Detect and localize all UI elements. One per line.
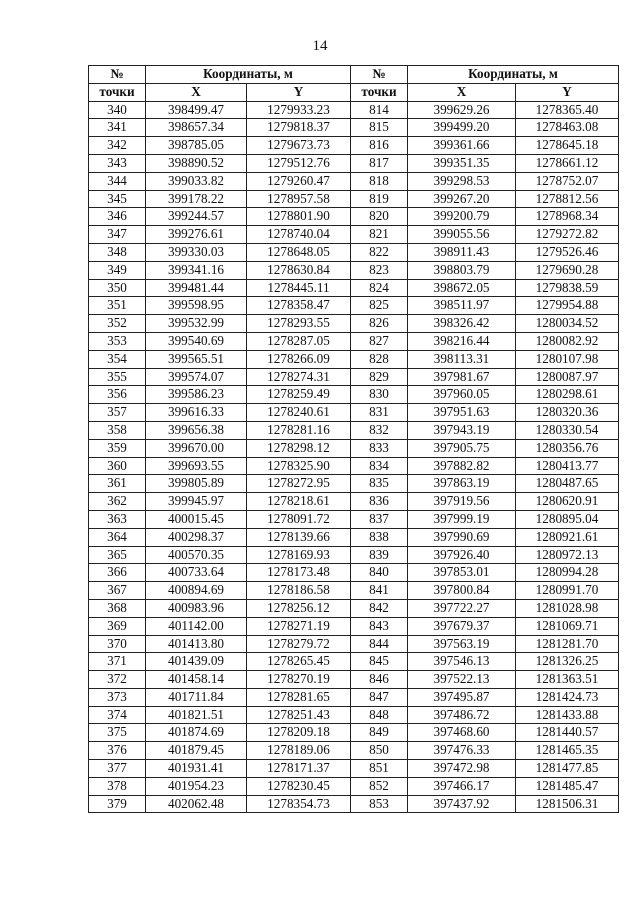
point-number-left: 363 — [89, 510, 146, 528]
point-number-right: 839 — [351, 546, 408, 564]
x-value-right: 399267.20 — [408, 190, 516, 208]
y-value-left: 1279512.76 — [247, 154, 351, 172]
y-value-right: 1281440.57 — [516, 724, 619, 742]
y-value-left: 1278271.19 — [247, 617, 351, 635]
table-row — [89, 617, 619, 635]
table-row — [89, 350, 619, 368]
point-number-left: 376 — [89, 742, 146, 760]
point-label-right: точки — [351, 83, 408, 101]
x-value-right: 399200.79 — [408, 208, 516, 226]
x-value-left: 401458.14 — [146, 671, 247, 689]
point-number-left: 369 — [89, 617, 146, 635]
table-row — [89, 724, 619, 742]
point-number-left: 346 — [89, 208, 146, 226]
table-row — [89, 564, 619, 582]
point-number-right: 852 — [351, 777, 408, 795]
table-row — [89, 172, 619, 190]
y-value-left: 1278218.61 — [247, 493, 351, 511]
point-number-right: 832 — [351, 421, 408, 439]
point-number-right: 835 — [351, 475, 408, 493]
table-row — [89, 279, 619, 297]
y-value-left: 1278265.45 — [247, 653, 351, 671]
point-number-symbol-right: № — [351, 66, 408, 84]
y-value-left: 1278186.58 — [247, 582, 351, 600]
point-number-left: 355 — [89, 368, 146, 386]
point-number-left: 340 — [89, 101, 146, 119]
point-number-right: 824 — [351, 279, 408, 297]
x-value-left: 399693.55 — [146, 457, 247, 475]
y-value-left: 1278957.58 — [247, 190, 351, 208]
x-header-left: X — [146, 83, 247, 101]
x-value-right: 398803.79 — [408, 261, 516, 279]
point-number-left: 367 — [89, 582, 146, 600]
y-value-right: 1280487.65 — [516, 475, 619, 493]
y-value-left: 1278279.72 — [247, 635, 351, 653]
y-value-right: 1280895.04 — [516, 510, 619, 528]
coordinates-header-right: Координаты, м — [408, 66, 619, 84]
x-value-left: 399341.16 — [146, 261, 247, 279]
x-value-left: 400015.45 — [146, 510, 247, 528]
y-value-left: 1278171.37 — [247, 760, 351, 778]
table-row — [89, 457, 619, 475]
point-label-left: точки — [89, 83, 146, 101]
x-value-right: 398326.42 — [408, 315, 516, 333]
x-value-left: 399178.22 — [146, 190, 247, 208]
x-value-left: 400298.37 — [146, 528, 247, 546]
y-value-right: 1278645.18 — [516, 137, 619, 155]
point-number-left: 379 — [89, 795, 146, 813]
x-value-left: 399656.38 — [146, 421, 247, 439]
x-value-right: 397563.19 — [408, 635, 516, 653]
y-value-left: 1279933.23 — [247, 101, 351, 119]
point-number-right: 822 — [351, 243, 408, 261]
table-row — [89, 332, 619, 350]
table-row — [89, 546, 619, 564]
x-value-left: 401954.23 — [146, 777, 247, 795]
x-value-right: 399055.56 — [408, 226, 516, 244]
point-number-right: 845 — [351, 653, 408, 671]
x-value-right: 397472.98 — [408, 760, 516, 778]
table-row — [89, 760, 619, 778]
y-value-left: 1278274.31 — [247, 368, 351, 386]
x-value-right: 397679.37 — [408, 617, 516, 635]
y-value-right: 1281424.73 — [516, 688, 619, 706]
table-row — [89, 154, 619, 172]
point-number-left: 365 — [89, 546, 146, 564]
point-number-left: 352 — [89, 315, 146, 333]
coordinates-table — [88, 65, 619, 813]
x-value-right: 399298.53 — [408, 172, 516, 190]
y-value-right: 1278365.40 — [516, 101, 619, 119]
table-row — [89, 706, 619, 724]
table-row — [89, 475, 619, 493]
x-value-right: 397981.67 — [408, 368, 516, 386]
x-value-right: 397546.13 — [408, 653, 516, 671]
y-value-right: 1281433.88 — [516, 706, 619, 724]
point-number-right: 817 — [351, 154, 408, 172]
table-row — [89, 493, 619, 511]
y-value-right: 1279526.46 — [516, 243, 619, 261]
y-value-right: 1278968.34 — [516, 208, 619, 226]
point-number-left: 359 — [89, 439, 146, 457]
x-value-left: 401821.51 — [146, 706, 247, 724]
point-number-right: 834 — [351, 457, 408, 475]
point-number-right: 842 — [351, 599, 408, 617]
y-value-right: 1280320.36 — [516, 404, 619, 422]
table-row — [89, 297, 619, 315]
x-value-right: 397882.82 — [408, 457, 516, 475]
point-number-left: 350 — [89, 279, 146, 297]
y-value-left: 1279818.37 — [247, 119, 351, 137]
point-number-right: 819 — [351, 190, 408, 208]
y-value-left: 1278173.48 — [247, 564, 351, 582]
x-value-left: 399945.97 — [146, 493, 247, 511]
x-value-left: 401413.80 — [146, 635, 247, 653]
x-value-left: 401879.45 — [146, 742, 247, 760]
point-number-left: 354 — [89, 350, 146, 368]
y-value-right: 1279272.82 — [516, 226, 619, 244]
y-value-right: 1280994.28 — [516, 564, 619, 582]
x-value-right: 399351.35 — [408, 154, 516, 172]
point-number-right: 820 — [351, 208, 408, 226]
y-value-right: 1281028.98 — [516, 599, 619, 617]
y-value-right: 1279838.59 — [516, 279, 619, 297]
point-number-left: 345 — [89, 190, 146, 208]
point-number-right: 840 — [351, 564, 408, 582]
y-value-right: 1280330.54 — [516, 421, 619, 439]
y-value-left: 1278281.16 — [247, 421, 351, 439]
y-value-right: 1280972.13 — [516, 546, 619, 564]
x-value-left: 399481.44 — [146, 279, 247, 297]
x-value-left: 400570.35 — [146, 546, 247, 564]
point-number-right: 814 — [351, 101, 408, 119]
y-value-left: 1278293.55 — [247, 315, 351, 333]
x-value-left: 398499.47 — [146, 101, 247, 119]
y-header-right: Y — [516, 83, 619, 101]
y-value-right: 1281477.85 — [516, 760, 619, 778]
x-value-right: 397722.27 — [408, 599, 516, 617]
x-value-right: 397437.92 — [408, 795, 516, 813]
y-value-left: 1278259.49 — [247, 386, 351, 404]
table-row — [89, 599, 619, 617]
table-row — [89, 315, 619, 333]
y-value-left: 1278358.47 — [247, 297, 351, 315]
table-row — [89, 404, 619, 422]
point-number-left: 341 — [89, 119, 146, 137]
y-value-left: 1278298.12 — [247, 439, 351, 457]
point-number-left: 378 — [89, 777, 146, 795]
x-value-right: 397905.75 — [408, 439, 516, 457]
page-number: 14 — [312, 38, 328, 54]
point-number-right: 843 — [351, 617, 408, 635]
x-value-right: 397486.72 — [408, 706, 516, 724]
table-row — [89, 243, 619, 261]
y-value-right: 1281326.25 — [516, 653, 619, 671]
y-value-right: 1281485.47 — [516, 777, 619, 795]
table-row — [89, 653, 619, 671]
x-value-right: 397476.33 — [408, 742, 516, 760]
x-value-right: 397466.17 — [408, 777, 516, 795]
table-row — [89, 368, 619, 386]
y-value-left: 1278270.19 — [247, 671, 351, 689]
x-value-left: 399532.99 — [146, 315, 247, 333]
point-number-left: 372 — [89, 671, 146, 689]
x-value-left: 399330.03 — [146, 243, 247, 261]
point-number-right: 826 — [351, 315, 408, 333]
point-number-right: 838 — [351, 528, 408, 546]
point-number-left: 373 — [89, 688, 146, 706]
point-number-right: 821 — [351, 226, 408, 244]
point-number-left: 357 — [89, 404, 146, 422]
x-value-right: 398511.97 — [408, 297, 516, 315]
table-row — [89, 635, 619, 653]
point-number-right: 849 — [351, 724, 408, 742]
point-number-left: 366 — [89, 564, 146, 582]
point-number-right: 815 — [351, 119, 408, 137]
point-number-left: 348 — [89, 243, 146, 261]
point-number-left: 361 — [89, 475, 146, 493]
y-value-right: 1280991.70 — [516, 582, 619, 600]
table-row — [89, 742, 619, 760]
x-value-left: 399276.61 — [146, 226, 247, 244]
x-value-right: 397468.60 — [408, 724, 516, 742]
x-value-left: 399805.89 — [146, 475, 247, 493]
table-row — [89, 226, 619, 244]
point-number-right: 844 — [351, 635, 408, 653]
y-value-right: 1280620.91 — [516, 493, 619, 511]
point-number-right: 850 — [351, 742, 408, 760]
x-value-left: 398785.05 — [146, 137, 247, 155]
y-value-right: 1278661.12 — [516, 154, 619, 172]
y-value-left: 1278272.95 — [247, 475, 351, 493]
point-number-right: 848 — [351, 706, 408, 724]
x-value-left: 398890.52 — [146, 154, 247, 172]
point-number-right: 831 — [351, 404, 408, 422]
point-number-right: 827 — [351, 332, 408, 350]
point-number-left: 358 — [89, 421, 146, 439]
y-value-left: 1278287.05 — [247, 332, 351, 350]
table-row — [89, 777, 619, 795]
y-value-right: 1281506.31 — [516, 795, 619, 813]
header-row-bottom — [89, 83, 619, 101]
y-value-right: 1281281.70 — [516, 635, 619, 653]
x-value-left: 398657.34 — [146, 119, 247, 137]
point-number-left: 360 — [89, 457, 146, 475]
y-value-right: 1281363.51 — [516, 671, 619, 689]
point-number-right: 825 — [351, 297, 408, 315]
x-value-right: 399361.66 — [408, 137, 516, 155]
x-value-right: 397800.84 — [408, 582, 516, 600]
y-value-left: 1278230.45 — [247, 777, 351, 795]
x-value-right: 397990.69 — [408, 528, 516, 546]
point-number-left: 377 — [89, 760, 146, 778]
point-number-left: 370 — [89, 635, 146, 653]
y-value-right: 1280082.92 — [516, 332, 619, 350]
x-value-right: 399499.20 — [408, 119, 516, 137]
point-number-left: 351 — [89, 297, 146, 315]
x-value-left: 401874.69 — [146, 724, 247, 742]
x-value-left: 400894.69 — [146, 582, 247, 600]
point-number-left: 368 — [89, 599, 146, 617]
x-value-right: 397943.19 — [408, 421, 516, 439]
x-value-left: 401931.41 — [146, 760, 247, 778]
point-number-right: 847 — [351, 688, 408, 706]
x-value-right: 397919.56 — [408, 493, 516, 511]
x-value-right: 397863.19 — [408, 475, 516, 493]
y-value-right: 1280034.52 — [516, 315, 619, 333]
table-row — [89, 688, 619, 706]
table-row — [89, 261, 619, 279]
coordinates-header-left: Координаты, м — [146, 66, 351, 84]
y-value-right: 1280413.77 — [516, 457, 619, 475]
point-number-right: 816 — [351, 137, 408, 155]
x-value-left: 401142.00 — [146, 617, 247, 635]
x-value-left: 399540.69 — [146, 332, 247, 350]
point-number-left: 349 — [89, 261, 146, 279]
y-value-left: 1278740.04 — [247, 226, 351, 244]
y-value-right: 1280356.76 — [516, 439, 619, 457]
point-number-right: 828 — [351, 350, 408, 368]
point-number-left: 374 — [89, 706, 146, 724]
y-value-left: 1278091.72 — [247, 510, 351, 528]
point-number-right: 837 — [351, 510, 408, 528]
y-value-left: 1278648.05 — [247, 243, 351, 261]
point-number-left: 343 — [89, 154, 146, 172]
point-number-left: 344 — [89, 172, 146, 190]
y-value-left: 1278325.90 — [247, 457, 351, 475]
y-value-right: 1280921.61 — [516, 528, 619, 546]
point-number-symbol-left: № — [89, 66, 146, 84]
point-number-left: 371 — [89, 653, 146, 671]
table-row — [89, 119, 619, 137]
y-value-left: 1278354.73 — [247, 795, 351, 813]
x-value-right: 397999.19 — [408, 510, 516, 528]
y-value-left: 1278630.84 — [247, 261, 351, 279]
y-value-right: 1278752.07 — [516, 172, 619, 190]
x-value-left: 399670.00 — [146, 439, 247, 457]
table-row — [89, 101, 619, 119]
x-value-left: 399598.95 — [146, 297, 247, 315]
x-value-left: 399574.07 — [146, 368, 247, 386]
y-value-right: 1279954.88 — [516, 297, 619, 315]
y-value-right: 1281465.35 — [516, 742, 619, 760]
table-row — [89, 137, 619, 155]
point-number-right: 823 — [351, 261, 408, 279]
y-value-left: 1279673.73 — [247, 137, 351, 155]
x-value-left: 399616.33 — [146, 404, 247, 422]
x-value-left: 400733.64 — [146, 564, 247, 582]
table-row — [89, 190, 619, 208]
y-value-right: 1280107.98 — [516, 350, 619, 368]
header-row-top — [89, 66, 619, 84]
x-value-right: 399629.26 — [408, 101, 516, 119]
x-value-right: 398113.31 — [408, 350, 516, 368]
y-value-right: 1278812.56 — [516, 190, 619, 208]
x-value-left: 399244.57 — [146, 208, 247, 226]
point-number-left: 347 — [89, 226, 146, 244]
y-header-left: Y — [247, 83, 351, 101]
point-number-left: 362 — [89, 493, 146, 511]
table-body — [89, 101, 619, 813]
point-number-right: 818 — [351, 172, 408, 190]
point-number-right: 836 — [351, 493, 408, 511]
table-row — [89, 528, 619, 546]
point-number-right: 846 — [351, 671, 408, 689]
table-row — [89, 208, 619, 226]
x-value-right: 397495.87 — [408, 688, 516, 706]
point-number-right: 851 — [351, 760, 408, 778]
y-value-left: 1278189.06 — [247, 742, 351, 760]
x-value-left: 399033.82 — [146, 172, 247, 190]
table-row — [89, 439, 619, 457]
y-value-right: 1280087.97 — [516, 368, 619, 386]
point-number-right: 833 — [351, 439, 408, 457]
x-value-right: 397522.13 — [408, 671, 516, 689]
x-value-left: 400983.96 — [146, 599, 247, 617]
y-value-left: 1278240.61 — [247, 404, 351, 422]
point-number-right: 830 — [351, 386, 408, 404]
table-row — [89, 795, 619, 813]
x-value-right: 397853.01 — [408, 564, 516, 582]
point-number-left: 342 — [89, 137, 146, 155]
y-value-left: 1278251.43 — [247, 706, 351, 724]
x-value-right: 397960.05 — [408, 386, 516, 404]
y-value-right: 1280298.61 — [516, 386, 619, 404]
point-number-right: 841 — [351, 582, 408, 600]
x-value-left: 402062.48 — [146, 795, 247, 813]
y-value-left: 1278445.11 — [247, 279, 351, 297]
y-value-right: 1279690.28 — [516, 261, 619, 279]
table-row — [89, 386, 619, 404]
table-row — [89, 671, 619, 689]
table-row — [89, 582, 619, 600]
table-row — [89, 421, 619, 439]
x-value-right: 397951.63 — [408, 404, 516, 422]
point-number-left: 353 — [89, 332, 146, 350]
x-value-left: 401439.09 — [146, 653, 247, 671]
y-value-left: 1278209.18 — [247, 724, 351, 742]
point-number-right: 829 — [351, 368, 408, 386]
y-value-left: 1279260.47 — [247, 172, 351, 190]
y-value-left: 1278266.09 — [247, 350, 351, 368]
point-number-right: 853 — [351, 795, 408, 813]
x-value-right: 398911.43 — [408, 243, 516, 261]
x-value-left: 399565.51 — [146, 350, 247, 368]
y-value-left: 1278256.12 — [247, 599, 351, 617]
x-value-right: 398216.44 — [408, 332, 516, 350]
y-value-left: 1278169.93 — [247, 546, 351, 564]
point-number-left: 356 — [89, 386, 146, 404]
x-header-right: X — [408, 83, 516, 101]
y-value-left: 1278801.90 — [247, 208, 351, 226]
y-value-left: 1278139.66 — [247, 528, 351, 546]
x-value-left: 401711.84 — [146, 688, 247, 706]
x-value-right: 398672.05 — [408, 279, 516, 297]
y-value-right: 1278463.08 — [516, 119, 619, 137]
table-row — [89, 510, 619, 528]
x-value-left: 399586.23 — [146, 386, 247, 404]
y-value-right: 1281069.71 — [516, 617, 619, 635]
x-value-right: 397926.40 — [408, 546, 516, 564]
point-number-left: 364 — [89, 528, 146, 546]
y-value-left: 1278281.65 — [247, 688, 351, 706]
point-number-left: 375 — [89, 724, 146, 742]
